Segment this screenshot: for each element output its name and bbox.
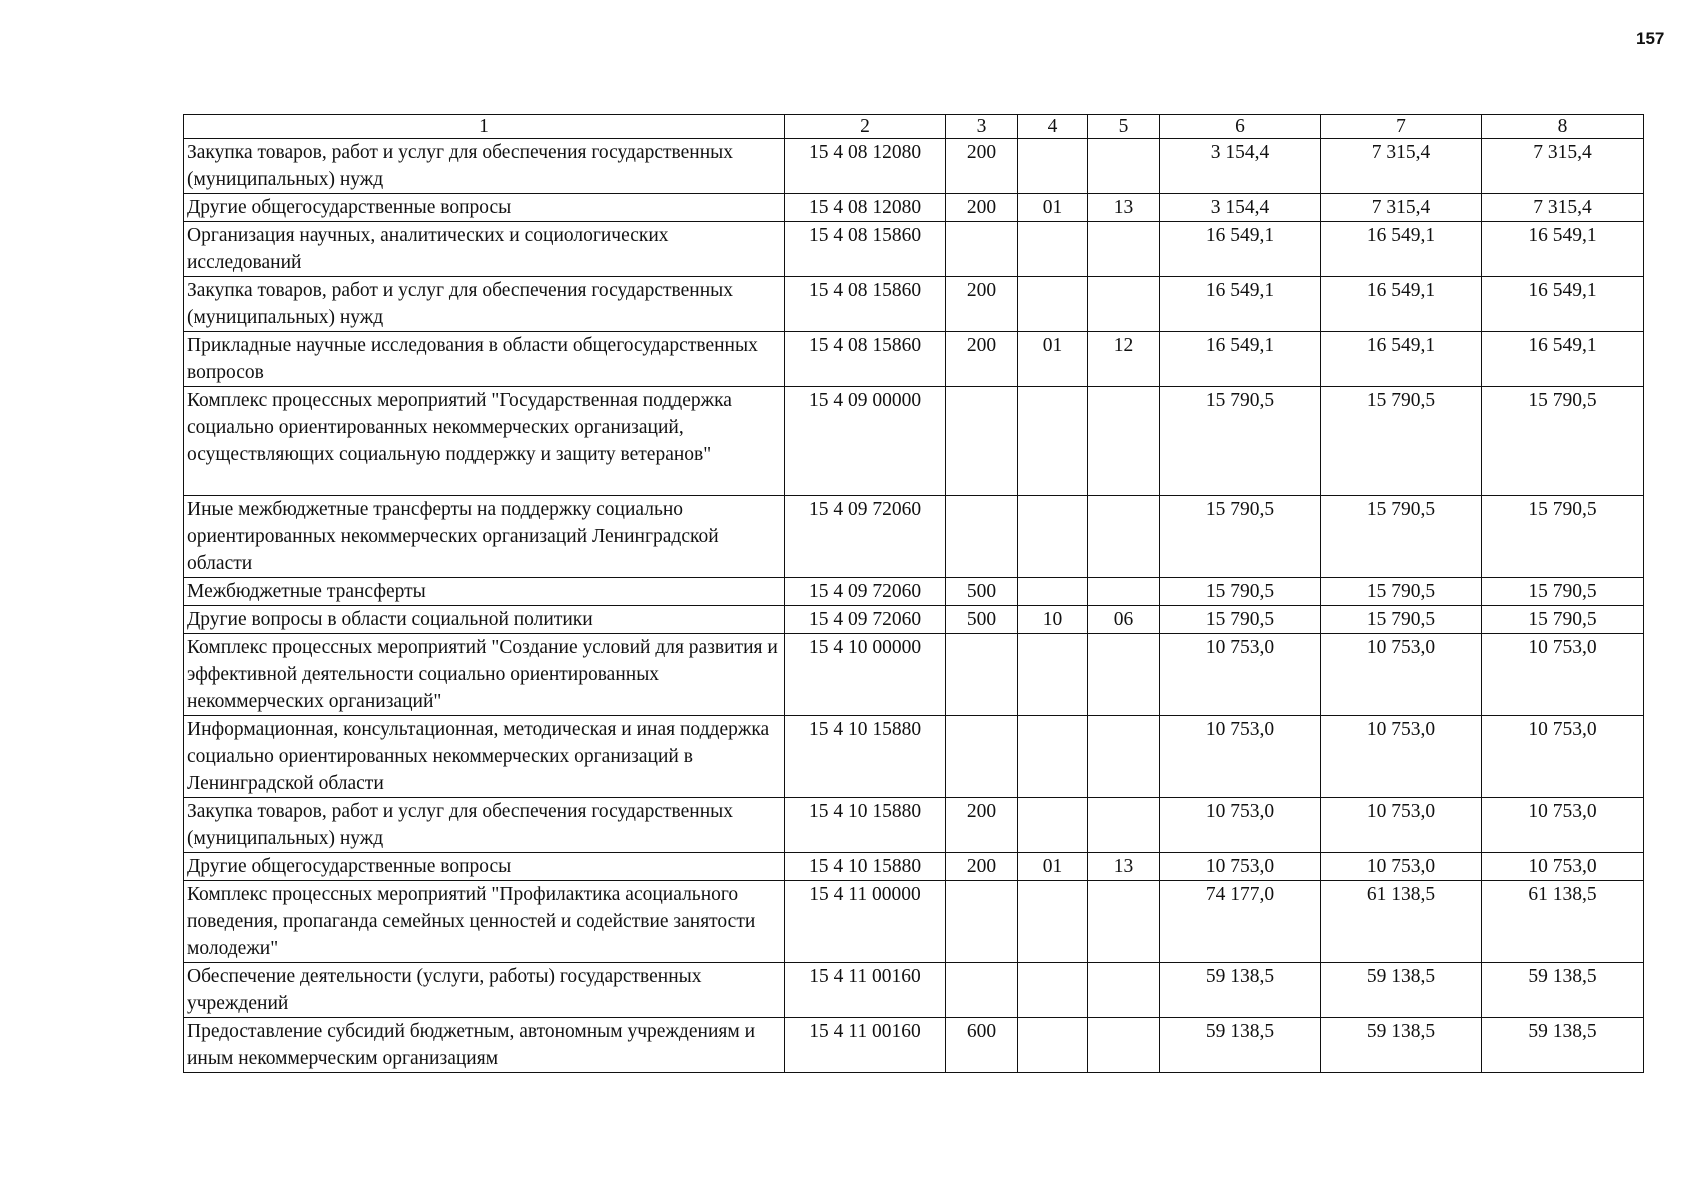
row-name-cell: Обеспечение деятельности (услуги, работы) государственных учреждений [184,963,785,1018]
column-header: 4 [1018,115,1088,139]
section-cell [1018,277,1088,332]
amount-col6-cell: 15 790,5 [1160,496,1321,578]
section-cell [1018,1018,1088,1073]
row-name-cell: Предоставление субсидий бюджетным, автономным учреждениям и иным некоммерческим организациям [184,1018,785,1073]
amount-col7-cell: 16 549,1 [1321,277,1482,332]
target-article-code-cell: 15 4 11 00160 [785,1018,946,1073]
section-cell [1018,881,1088,963]
section-cell [1018,798,1088,853]
amount-col8-cell: 10 753,0 [1482,634,1644,716]
target-article-code-cell: 15 4 08 15860 [785,222,946,277]
table-row [184,716,1644,798]
row-name-cell: Иные межбюджетные трансферты на поддержку социально ориентированных некоммерческих организаций Ленинградской области [184,496,785,578]
expense-type-cell: 500 [946,578,1018,606]
expense-type-cell: 200 [946,332,1018,387]
amount-col6-cell: 10 753,0 [1160,716,1321,798]
amount-col7-cell: 15 790,5 [1321,496,1482,578]
table-row [184,798,1644,853]
table-row [184,194,1644,222]
amount-col8-cell: 10 753,0 [1482,853,1644,881]
expense-type-cell [946,387,1018,496]
table-row [184,606,1644,634]
column-number-row [184,115,1644,139]
table-row [184,634,1644,716]
amount-col8-cell: 7 315,4 [1482,139,1644,194]
table-row [184,963,1644,1018]
expense-type-cell [946,716,1018,798]
amount-col7-cell: 10 753,0 [1321,798,1482,853]
target-article-code-cell: 15 4 08 15860 [785,277,946,332]
target-article-code-cell: 15 4 09 00000 [785,387,946,496]
subsection-cell [1088,496,1160,578]
section-cell: 01 [1018,332,1088,387]
amount-col7-cell: 7 315,4 [1321,139,1482,194]
table-row [184,853,1644,881]
amount-col6-cell: 15 790,5 [1160,606,1321,634]
subsection-cell [1088,578,1160,606]
expense-type-cell: 600 [946,1018,1018,1073]
subsection-cell [1088,277,1160,332]
amount-col7-cell: 16 549,1 [1321,222,1482,277]
budget-table [183,114,1644,1073]
amount-col8-cell: 61 138,5 [1482,881,1644,963]
expense-type-cell: 200 [946,194,1018,222]
row-name-cell: Закупка товаров, работ и услуг для обеспечения государственных (муниципальных) нужд [184,139,785,194]
row-name-cell: Закупка товаров, работ и услуг для обеспечения государственных (муниципальных) нужд [184,277,785,332]
amount-col8-cell: 59 138,5 [1482,963,1644,1018]
amount-col6-cell: 3 154,4 [1160,194,1321,222]
amount-col6-cell: 10 753,0 [1160,634,1321,716]
amount-col6-cell: 10 753,0 [1160,853,1321,881]
target-article-code-cell: 15 4 08 12080 [785,194,946,222]
target-article-code-cell: 15 4 09 72060 [785,578,946,606]
target-article-code-cell: 15 4 10 15880 [785,716,946,798]
amount-col8-cell: 15 790,5 [1482,578,1644,606]
amount-col6-cell: 16 549,1 [1160,332,1321,387]
amount-col8-cell: 15 790,5 [1482,496,1644,578]
section-cell [1018,139,1088,194]
table-row [184,387,1644,496]
amount-col6-cell: 3 154,4 [1160,139,1321,194]
subsection-cell [1088,963,1160,1018]
section-cell [1018,963,1088,1018]
amount-col7-cell: 16 549,1 [1321,332,1482,387]
amount-col8-cell: 15 790,5 [1482,606,1644,634]
section-cell [1018,496,1088,578]
table-row [184,1018,1644,1073]
amount-col7-cell: 10 753,0 [1321,634,1482,716]
amount-col8-cell: 7 315,4 [1482,194,1644,222]
target-article-code-cell: 15 4 10 15880 [785,853,946,881]
amount-col7-cell: 59 138,5 [1321,1018,1482,1073]
amount-col7-cell: 15 790,5 [1321,387,1482,496]
expense-type-cell: 200 [946,139,1018,194]
amount-col6-cell: 74 177,0 [1160,881,1321,963]
amount-col8-cell: 16 549,1 [1482,332,1644,387]
target-article-code-cell: 15 4 08 15860 [785,332,946,387]
amount-col7-cell: 7 315,4 [1321,194,1482,222]
target-article-code-cell: 15 4 11 00160 [785,963,946,1018]
amount-col6-cell: 15 790,5 [1160,387,1321,496]
target-article-code-cell: 15 4 10 15880 [785,798,946,853]
table-row [184,578,1644,606]
amount-col6-cell: 10 753,0 [1160,798,1321,853]
section-cell [1018,634,1088,716]
target-article-code-cell: 15 4 11 00000 [785,881,946,963]
expense-type-cell [946,881,1018,963]
table-row [184,277,1644,332]
target-article-code-cell: 15 4 09 72060 [785,606,946,634]
section-cell [1018,387,1088,496]
amount-col7-cell: 15 790,5 [1321,606,1482,634]
expense-type-cell: 200 [946,853,1018,881]
expense-type-cell [946,963,1018,1018]
subsection-cell [1088,387,1160,496]
subsection-cell [1088,139,1160,194]
row-name-cell: Информационная, консультационная, методическая и иная поддержка социально ориентированных некоммерческих организаций в Ленинградской области [184,716,785,798]
target-article-code-cell: 15 4 09 72060 [785,496,946,578]
amount-col7-cell: 59 138,5 [1321,963,1482,1018]
amount-col8-cell: 10 753,0 [1482,798,1644,853]
amount-col8-cell: 59 138,5 [1482,1018,1644,1073]
section-cell [1018,716,1088,798]
expense-type-cell [946,496,1018,578]
amount-col6-cell: 16 549,1 [1160,277,1321,332]
amount-col7-cell: 15 790,5 [1321,578,1482,606]
page-number: 157 [1636,29,1665,48]
row-name-cell: Комплекс процессных мероприятий "Профилактика асоциального поведения, пропаганда семейных ценностей и содействие занятости молодежи" [184,881,785,963]
row-name-cell: Другие вопросы в области социальной политики [184,606,785,634]
amount-col8-cell: 16 549,1 [1482,222,1644,277]
column-header: 2 [785,115,946,139]
section-cell [1018,222,1088,277]
subsection-cell [1088,222,1160,277]
row-name-cell: Организация научных, аналитических и социологических исследований [184,222,785,277]
amount-col6-cell: 59 138,5 [1160,1018,1321,1073]
amount-col7-cell: 10 753,0 [1321,853,1482,881]
expense-type-cell: 200 [946,277,1018,332]
subsection-cell [1088,716,1160,798]
column-header: 7 [1321,115,1482,139]
amount-col8-cell: 15 790,5 [1482,387,1644,496]
expense-type-cell [946,222,1018,277]
amount-col7-cell: 61 138,5 [1321,881,1482,963]
amount-col6-cell: 16 549,1 [1160,222,1321,277]
row-name-cell: Другие общегосударственные вопросы [184,194,785,222]
amount-col6-cell: 15 790,5 [1160,578,1321,606]
column-header: 8 [1482,115,1644,139]
section-cell: 01 [1018,194,1088,222]
row-name-cell: Комплекс процессных мероприятий "Государственная поддержка социально ориентированных некоммерческих организаций, осуществляющих социальную поддержку и защиту ветеранов" [184,387,785,496]
target-article-code-cell: 15 4 08 12080 [785,139,946,194]
subsection-cell: 13 [1088,194,1160,222]
table-body [184,139,1644,1073]
column-header: 5 [1088,115,1160,139]
row-name-cell: Межбюджетные трансферты [184,578,785,606]
column-header: 3 [946,115,1018,139]
section-cell: 01 [1018,853,1088,881]
section-cell [1018,578,1088,606]
table-row [184,222,1644,277]
expense-type-cell [946,634,1018,716]
subsection-cell [1088,634,1160,716]
subsection-cell: 06 [1088,606,1160,634]
amount-col6-cell: 59 138,5 [1160,963,1321,1018]
subsection-cell [1088,1018,1160,1073]
column-header: 6 [1160,115,1321,139]
expense-type-cell: 200 [946,798,1018,853]
table-row [184,332,1644,387]
subsection-cell: 13 [1088,853,1160,881]
amount-col7-cell: 10 753,0 [1321,716,1482,798]
table-row [184,496,1644,578]
section-cell: 10 [1018,606,1088,634]
amount-col8-cell: 10 753,0 [1482,716,1644,798]
table-row [184,139,1644,194]
expense-type-cell: 500 [946,606,1018,634]
target-article-code-cell: 15 4 10 00000 [785,634,946,716]
column-header: 1 [184,115,785,139]
row-name-cell: Прикладные научные исследования в области общегосударственных вопросов [184,332,785,387]
table-row [184,881,1644,963]
row-name-cell: Комплекс процессных мероприятий "Создание условий для развития и эффективной деятельности социально ориентированных некоммерческих организаций" [184,634,785,716]
row-name-cell: Закупка товаров, работ и услуг для обеспечения государственных (муниципальных) нужд [184,798,785,853]
row-name-cell: Другие общегосударственные вопросы [184,853,785,881]
subsection-cell [1088,881,1160,963]
subsection-cell [1088,798,1160,853]
subsection-cell: 12 [1088,332,1160,387]
amount-col8-cell: 16 549,1 [1482,277,1644,332]
